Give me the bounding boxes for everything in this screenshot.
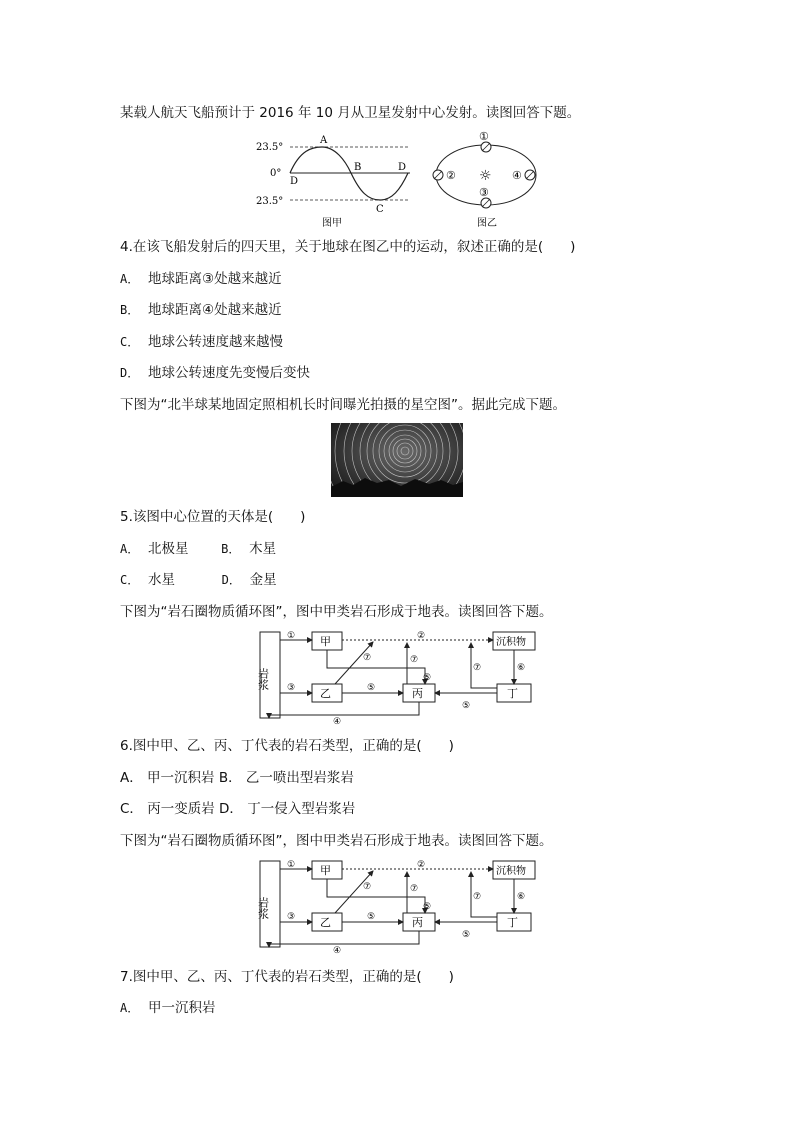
rock1-n5c: ⑤ [462, 701, 471, 711]
intro-7-text: 下图为“岩石圈物质循环图”，图中甲类岩石形成于地表。读图回答下题。 [120, 833, 553, 849]
point-b: B [354, 162, 362, 173]
point-c: C [376, 204, 384, 215]
rock1-n7b: ⑦ [410, 655, 419, 665]
q5-option-a-label: A． [120, 542, 140, 556]
q6-options-row-1[interactable]: A． 甲一沉积岩 B． 乙一喷出型岩浆岩 [120, 770, 354, 786]
rock2-n4: ④ [333, 946, 342, 956]
rock2-magma: 岩浆 [256, 897, 270, 919]
point-d-left: D [290, 176, 299, 187]
rock1-n7a: ⑦ [363, 653, 372, 663]
rock-cycle-diagram-2 [255, 857, 540, 957]
rock2-yi: 乙 [320, 916, 331, 929]
rock1-yi: 乙 [320, 687, 331, 700]
rock1-n4: ④ [333, 717, 342, 727]
rock2-n7b: ⑦ [410, 884, 419, 894]
rock1-bing: 丙 [412, 687, 423, 700]
q7-option-a[interactable] [120, 999, 216, 1017]
q4-option-a[interactable] [120, 270, 282, 288]
figure-yi-orbit [433, 130, 536, 229]
point-d-right: D [398, 162, 407, 173]
q5-option-d-label: D． [221, 573, 241, 587]
q4-option-d[interactable] [120, 364, 310, 382]
rock1-n2: ② [417, 631, 426, 641]
rock2-n5b: ⑤ [423, 902, 432, 912]
q5-options-row-2 [120, 571, 277, 589]
rock1-magma: 岩浆 [256, 668, 270, 690]
question-7-stem: 7.图中甲、乙、丙、丁代表的岩石类型，正确的是( ) [120, 969, 454, 985]
rock2-n7c: ⑦ [473, 892, 482, 902]
rock2-n6: ⑥ [517, 892, 526, 902]
rock1-n5b: ⑤ [423, 673, 432, 683]
rock1-n3: ③ [287, 683, 296, 693]
rock1-sediment: 沉积物 [496, 637, 526, 648]
figure-jia-graph [256, 135, 410, 229]
intro-text: 某载人航天飞船预计于 2016 年 10 月从卫星发射中心发射。读图回答下题。 [120, 105, 581, 121]
rock1-n5a: ⑤ [367, 683, 376, 693]
rock2-ding: 丁 [507, 916, 518, 929]
intro-5-text: 下图为“北半球某地固定照相机长时间曝光拍摄的星空图”。据此完成下题。 [120, 397, 566, 413]
q5-option-c-label: C． [120, 573, 140, 587]
q5-option-b-text: 木星 [249, 541, 277, 557]
q5-option-d[interactable] [222, 572, 277, 588]
q5-option-a[interactable] [120, 541, 189, 557]
rock-cycle-diagram-1 [255, 628, 540, 728]
rock2-n7a: ⑦ [363, 882, 372, 892]
rock1-n6: ⑥ [517, 663, 526, 673]
point-a: A [320, 135, 328, 146]
q5-option-b-label: B． [221, 542, 241, 556]
q5-option-a-text: 北极星 [148, 541, 189, 557]
rock2-n3: ③ [287, 912, 296, 922]
intro-6-text: 下图为“岩石圈物质循环图”，图中甲类岩石形成于地表。读图回答下题。 [120, 604, 553, 620]
rock1-jia: 甲 [320, 635, 331, 648]
rock1-n1: ① [287, 631, 296, 641]
sun-icon: ☼ [479, 168, 492, 184]
q5-option-c-text: 水星 [148, 572, 175, 588]
star-trail-photo [331, 423, 463, 497]
caption-yi: 图乙 [477, 218, 497, 229]
question-4-stem: 4.在该飞船发射后的四天里，关于地球在图乙中的运动，叙述正确的是( ) [120, 239, 576, 255]
q5-option-b[interactable] [221, 541, 276, 557]
q5-options-row-1 [120, 540, 276, 558]
q6-options-row-2[interactable]: C． 丙一变质岩 D． 丁一侵入型岩浆岩 [120, 801, 356, 817]
q4-option-c-text: 地球公转速度越来越慢 [148, 334, 283, 350]
orbit-label-2: ② [446, 169, 456, 182]
orbit-label-3: ③ [479, 186, 489, 199]
q4-option-c[interactable] [120, 333, 283, 351]
label-23-5-top: 23.5° [256, 142, 284, 153]
q4-option-b-text: 地球距离④处越来越近 [148, 302, 282, 318]
q4-option-d-label: D． [120, 366, 140, 380]
q7-option-a-text: 甲一沉积岩 [148, 1000, 216, 1016]
q4-option-b[interactable] [120, 301, 282, 319]
rock2-n1: ① [287, 860, 296, 870]
q4-option-a-text: 地球距离③处越来越近 [148, 271, 282, 287]
question-5-stem: 5.该图中心位置的天体是( ) [120, 509, 306, 525]
q5-option-c[interactable] [120, 572, 175, 588]
q4-option-b-label: B． [120, 303, 140, 317]
rock1-n7c: ⑦ [473, 663, 482, 673]
rock2-n2: ② [417, 860, 426, 870]
rock2-sediment: 沉积物 [496, 866, 526, 877]
label-zero: 0° [270, 168, 282, 179]
rock2-n5c: ⑤ [462, 930, 471, 940]
q4-option-c-label: C． [120, 335, 140, 349]
orbit-label-4: ④ [512, 169, 522, 182]
rock2-n5a: ⑤ [367, 912, 376, 922]
orbit-label-1: ① [479, 130, 489, 143]
rock2-jia: 甲 [320, 864, 331, 877]
q4-option-d-text: 地球公转速度先变慢后变快 [148, 365, 310, 381]
label-23-5-bottom: 23.5° [256, 196, 284, 207]
question-6-stem: 6.图中甲、乙、丙、丁代表的岩石类型，正确的是( ) [120, 738, 454, 754]
figure-sun-orbit [250, 130, 550, 232]
q4-option-a-label: A． [120, 272, 140, 286]
caption-jia: 图甲 [322, 218, 342, 229]
q5-option-d-text: 金星 [249, 572, 277, 588]
rock2-bing: 丙 [412, 916, 423, 929]
rock1-ding: 丁 [507, 687, 518, 700]
q7-option-a-label: A． [120, 1001, 140, 1015]
